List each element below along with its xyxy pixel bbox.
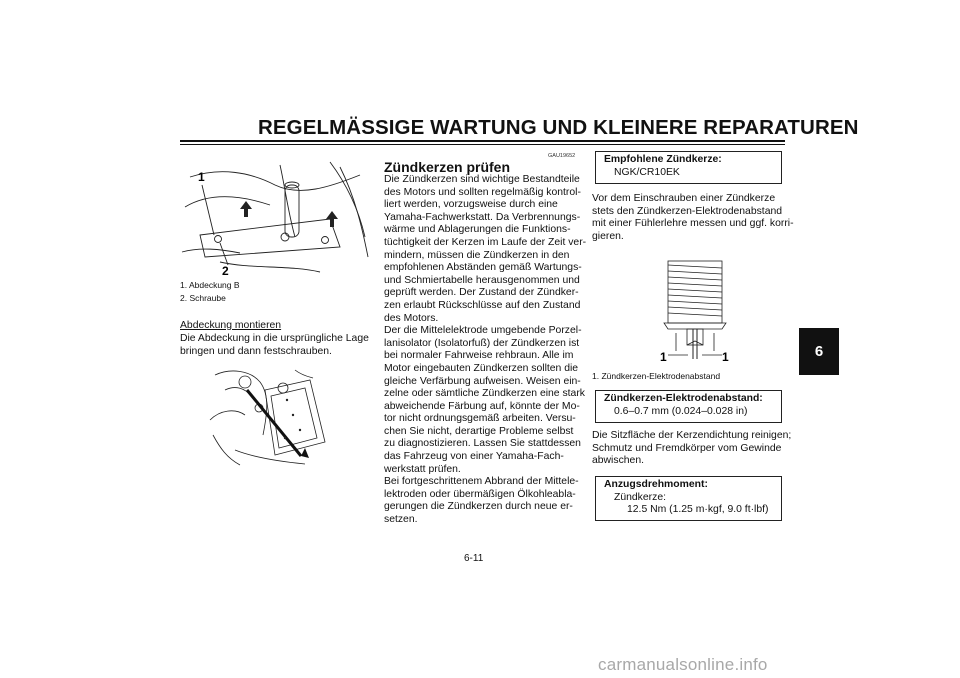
body-line: gleiche Verfärbung aufweisen. Weisen ein- <box>384 375 581 387</box>
body-line: setzen. <box>384 514 418 526</box>
body-line: Schmutz und Fremdkörper vom Gewinde <box>592 442 782 454</box>
body-line: Vor dem Einschrauben einer Zündkerze <box>592 193 776 204</box>
body-line: werkstatt prüfen. <box>384 463 461 475</box>
cover-b-illustration <box>180 157 375 279</box>
cleaning-text <box>592 430 791 468</box>
body-line: Der die Mittelelektrode umgebende Porzel- <box>384 325 582 337</box>
body-line: bei normaler Fahrweise rehbraun. Alle im <box>384 350 574 362</box>
body-line: chen Sie nicht, derartige Probleme selbst <box>384 425 574 437</box>
body-line: liert werden, vorzugsweise durch eine <box>384 199 558 211</box>
gap-callout-b: 1 <box>722 350 729 364</box>
section-title: Zündkerzen prüfen <box>384 159 511 175</box>
tightening-torque-value: 12.5 Nm (1.25 m·kgf, 9.0 ft·lbf) <box>627 504 769 516</box>
body-line: stets den Zündkerzen-Elektrodenabstand <box>592 205 783 217</box>
install-text-2: bringen und dann festschrauben. <box>180 346 332 357</box>
install-text-1: Die Abdeckung in die ursprüngliche Lage <box>180 333 369 344</box>
body-line: abweichende Färbung auf, könnte der Mo- <box>384 400 580 412</box>
cover-installation-illustration <box>205 360 345 470</box>
figure1-caption-2: 2. Schraube <box>180 293 226 303</box>
recommended-spark-plug-box <box>595 151 782 184</box>
page-number: 6-11 <box>464 553 484 564</box>
electrode-gap-value: 0.6–0.7 mm (0.024–0.028 in) <box>614 405 748 417</box>
tightening-torque-sublabel: Zündkerze: <box>614 491 666 503</box>
body-line: lanisolator (Isolatorfuß) der Zündkerzen ist <box>384 337 580 349</box>
gap-check-text <box>592 193 794 243</box>
spark-plug-text <box>384 174 586 527</box>
body-line: zen erlaubt Rückschlüsse auf den Zustand <box>384 299 581 311</box>
chapter-tab[interactable]: 6 <box>799 328 839 375</box>
figure1-caption-1: 1. Abdeckung B <box>180 280 240 290</box>
gap-figure-caption: 1. Zündkerzen-Elektrodenabstand <box>592 371 721 381</box>
body-line: Yamaha-Fachwerkstatt. Da Verbrennungs- <box>384 211 581 223</box>
body-line: das Fahrzeug von einer Yamaha-Fach- <box>384 451 564 463</box>
callout-2: 2 <box>222 264 229 278</box>
header-rule-top <box>180 140 785 142</box>
tightening-torque-label: Anzugsdrehmoment: <box>604 479 708 490</box>
body-line: Die Zündkerzen sind wichtige Bestandteile <box>384 174 580 185</box>
watermark[interactable]: carmanualsonline.info <box>598 655 768 674</box>
body-line: tor nicht ordnungsgemäß arbeiten. Versu- <box>384 413 576 425</box>
recommended-spark-plug-value: NGK/CR10EK <box>614 166 680 178</box>
body-line: Motor eingebauten Zündkerzen sollten die <box>384 362 579 374</box>
gap-callout-a: 1 <box>660 350 667 364</box>
page-header-title: REGELMÄSSIGE WARTUNG UND KLEINERE REPARATUREN <box>258 116 859 139</box>
body-line: und Schmiertabelle herausgenommen und <box>384 274 580 286</box>
body-line: tüchtigkeit der Kerzen im Laufe der Zeit ver- <box>384 236 587 248</box>
body-line: lektroden oder übermäßigen Ölkohleabla- <box>384 488 576 500</box>
spark-plug-gap-illustration <box>650 255 740 367</box>
body-line: mindern, müssen die Zündkerzen in den <box>384 249 570 261</box>
tightening-torque-box <box>595 476 782 521</box>
body-line: gieren. <box>592 230 624 242</box>
body-line: zu diagnostizieren. Lassen Sie stattdessen <box>384 438 581 450</box>
body-line: empfohlenen Abständen gemäß Wartungs- <box>384 262 582 274</box>
body-line: wärme und Ablagerungen die Funktions- <box>384 224 571 236</box>
recommended-spark-plug-label: Empfohlene Zündkerze: <box>604 154 722 165</box>
body-line: mit einer Fühlerlehre messen und ggf. korri- <box>592 218 794 230</box>
install-heading: Abdeckung montieren <box>180 320 282 331</box>
callout-1: 1 <box>198 170 205 184</box>
body-line: geprüft werden. Der Zustand der Zündker- <box>384 287 579 299</box>
electrode-gap-label: Zündkerzen-Elektrodenabstand: <box>604 393 763 404</box>
body-line: zelne oder sämtliche Zündkerzen eine stark <box>384 388 585 400</box>
body-line: Bei fortgeschrittenem Abbrand der Mittele- <box>384 476 579 488</box>
body-line: gerungen die Zündkerzen durch neue er- <box>384 501 573 513</box>
reference-code: GAU19652 <box>548 153 576 159</box>
body-line: Die Sitzfläche der Kerzendichtung reinigen; <box>592 430 792 441</box>
body-line: des Motors. <box>384 312 439 324</box>
electrode-gap-box <box>595 390 782 423</box>
body-line: des Motors und sollten regelmäßig kontrol- <box>384 186 581 198</box>
header-rule-bottom <box>180 144 785 145</box>
body-line: abwischen. <box>592 455 644 467</box>
